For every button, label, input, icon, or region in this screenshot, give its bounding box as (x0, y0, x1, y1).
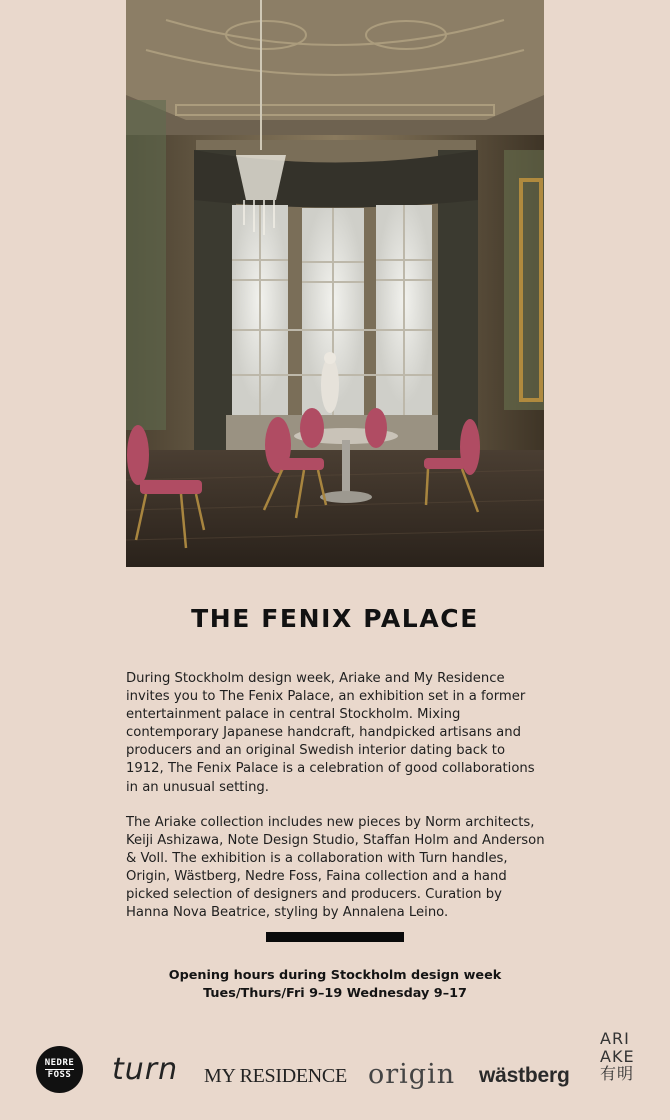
opening-hours (0, 967, 670, 1003)
nedre-foss-logo-bottom: FOSS (47, 1070, 72, 1080)
ariake-logo[interactable] (600, 1030, 635, 1083)
divider (266, 932, 404, 942)
turn-logo[interactable]: turn (112, 1052, 179, 1087)
origin-logo[interactable]: origin (368, 1059, 456, 1090)
ariake-logo-line-2: AKE (600, 1046, 635, 1066)
nedre-foss-logo-top: NEDRE (44, 1058, 75, 1068)
opening-hours-times: Tues/Thurs/Fri 9–19 Wednesday 9–17 (203, 986, 467, 1001)
ariake-logo-line-1: ARI (600, 1029, 630, 1048)
wastberg-logo[interactable]: wästberg (479, 1064, 570, 1087)
my-residence-logo[interactable]: MY RESIDENCE (204, 1065, 347, 1087)
opening-hours-heading: Opening hours during Stockholm design week (168, 968, 502, 983)
nedre-foss-logo[interactable] (36, 1046, 83, 1093)
ariake-logo-line-3: 有明 (600, 1064, 635, 1083)
description-paragraph: During Stockholm design week, Ariake and My Residence invites you to The Fenix Palace, an exhibition set in a former entertainment palace in central Stockholm. Mixing contemporary Japanese handcraft, handpicked artisans and producers and an original Swedish interior dating back to 1912, The Fenix Palace is a celebration of good collaborations in an unusual setting. (126, 671, 535, 795)
partner-logos (0, 1030, 670, 1110)
description (126, 670, 546, 939)
description-paragraph: The Ariake collection includes new pieces by Norm architects, Keiji Ashizawa, Note Design Studio, Staffan Holm and Anderson & Voll. The exhibition is a collaboration with Turn handles, Origin, Wästberg, Nedre Foss, Faina collection and a hand picked selection of designers and producers. Curation by Hanna Nova Beatrice, styling by Annalena Leino. (126, 814, 545, 921)
page-title: THE FENIX PALACE (191, 604, 479, 633)
hero-image (126, 0, 544, 567)
